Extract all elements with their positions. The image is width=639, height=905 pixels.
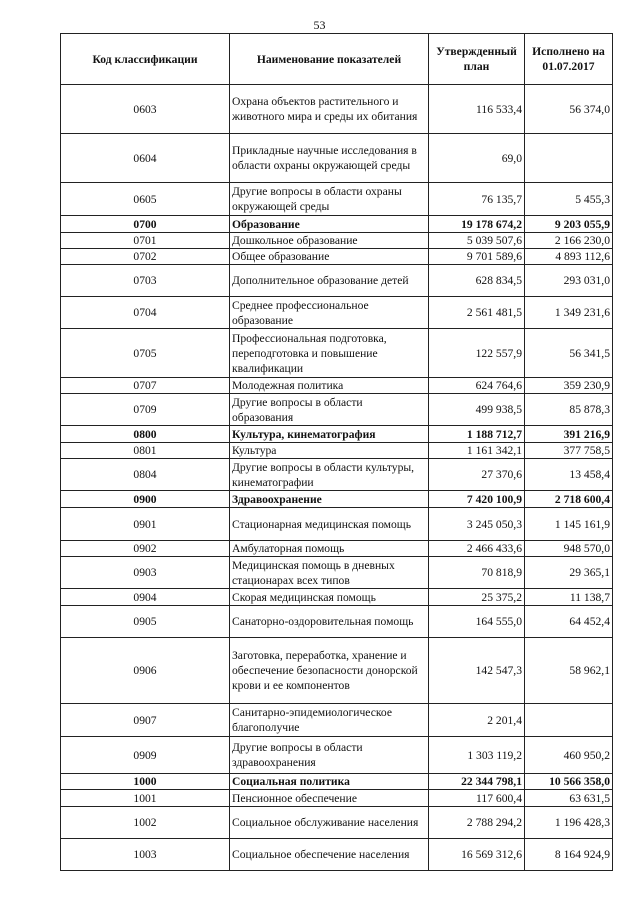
table-row: [61, 807, 613, 839]
row-name: Молодежная политика: [230, 378, 429, 394]
row-code: 0902: [61, 541, 230, 557]
row-name: Другие вопросы в области образования: [230, 394, 429, 426]
row-executed: 359 230,9: [525, 378, 613, 394]
table-row: [61, 249, 613, 265]
row-plan: 76 135,7: [429, 183, 525, 216]
row-executed: 5 455,3: [525, 183, 613, 216]
row-code: 0906: [61, 638, 230, 704]
row-executed: 460 950,2: [525, 737, 613, 774]
budget-table: [60, 33, 613, 871]
row-code: 0704: [61, 297, 230, 329]
row-plan: 19 178 674,2: [429, 216, 525, 233]
table-row: [61, 233, 613, 249]
table-row: [61, 85, 613, 134]
row-executed: [525, 704, 613, 737]
row-plan: 2 201,4: [429, 704, 525, 737]
row-plan: 16 569 312,6: [429, 839, 525, 871]
row-executed: 85 878,3: [525, 394, 613, 426]
table-row: [61, 394, 613, 426]
table-row: [61, 541, 613, 557]
row-executed: 9 203 055,9: [525, 216, 613, 233]
table-row: [61, 737, 613, 774]
table-row: [61, 638, 613, 704]
row-code: 0605: [61, 183, 230, 216]
table-row: [61, 508, 613, 541]
table-row: [61, 557, 613, 589]
table-row: [61, 216, 613, 233]
row-plan: 1 303 119,2: [429, 737, 525, 774]
row-code: 0604: [61, 134, 230, 183]
table-row: [61, 183, 613, 216]
row-plan: 142 547,3: [429, 638, 525, 704]
row-code: 0900: [61, 491, 230, 508]
table-body: [61, 85, 613, 871]
row-name: Профессиональная подготовка, переподготовка и повышение квалификации: [230, 329, 429, 378]
header-plan: Утвержденный план: [429, 34, 525, 85]
row-code: 1002: [61, 807, 230, 839]
row-plan: 3 245 050,3: [429, 508, 525, 541]
table-header: [61, 34, 613, 85]
row-name: Другие вопросы в области здравоохранения: [230, 737, 429, 774]
row-executed: 8 164 924,9: [525, 839, 613, 871]
row-plan: 2 466 433,6: [429, 541, 525, 557]
row-code: 0701: [61, 233, 230, 249]
row-executed: 391 216,9: [525, 426, 613, 443]
table-row: [61, 459, 613, 491]
row-code: 0703: [61, 265, 230, 297]
row-executed: 13 458,4: [525, 459, 613, 491]
row-name: Охрана объектов растительного и животного мира и среды их обитания: [230, 85, 429, 134]
row-plan: 624 764,6: [429, 378, 525, 394]
table-row: [61, 443, 613, 459]
row-code: 0603: [61, 85, 230, 134]
row-name: Среднее профессиональное образование: [230, 297, 429, 329]
row-code: 0903: [61, 557, 230, 589]
row-plan: 1 188 712,7: [429, 426, 525, 443]
table-row: [61, 491, 613, 508]
row-code: 0702: [61, 249, 230, 265]
row-plan: 117 600,4: [429, 790, 525, 807]
row-executed: 56 374,0: [525, 85, 613, 134]
row-code: 1001: [61, 790, 230, 807]
row-executed: 1 196 428,3: [525, 807, 613, 839]
row-plan: 9 701 589,6: [429, 249, 525, 265]
row-executed: 63 631,5: [525, 790, 613, 807]
table-row: [61, 134, 613, 183]
row-name: Санаторно-оздоровительная помощь: [230, 606, 429, 638]
row-name: Дошкольное образование: [230, 233, 429, 249]
table-row: [61, 606, 613, 638]
table-row: [61, 774, 613, 790]
row-name: Прикладные научные исследования в области охраны окружающей среды: [230, 134, 429, 183]
row-name: Образование: [230, 216, 429, 233]
row-plan: 628 834,5: [429, 265, 525, 297]
table-row: [61, 589, 613, 606]
row-plan: 22 344 798,1: [429, 774, 525, 790]
header-code: Код классификации: [61, 34, 230, 85]
row-name: Дополнительное образование детей: [230, 265, 429, 297]
row-code: 0901: [61, 508, 230, 541]
row-plan: 7 420 100,9: [429, 491, 525, 508]
page-number: 53: [313, 18, 326, 32]
row-plan: 2 788 294,2: [429, 807, 525, 839]
header-executed: Исполнено на 01.07.2017: [525, 34, 613, 85]
table-row: [61, 265, 613, 297]
row-executed: 1 349 231,6: [525, 297, 613, 329]
row-plan: 27 370,6: [429, 459, 525, 491]
row-code: 0705: [61, 329, 230, 378]
table-row: [61, 378, 613, 394]
row-plan: 69,0: [429, 134, 525, 183]
row-name: Социальная политика: [230, 774, 429, 790]
row-executed: [525, 134, 613, 183]
row-code: 0709: [61, 394, 230, 426]
row-name: Заготовка, переработка, хранение и обеспечение безопасности донорской крови и ее компонентов: [230, 638, 429, 704]
row-name: Скорая медицинская помощь: [230, 589, 429, 606]
row-code: 0707: [61, 378, 230, 394]
table-row: [61, 329, 613, 378]
row-executed: 2 718 600,4: [525, 491, 613, 508]
row-name: Культура: [230, 443, 429, 459]
row-plan: 1 161 342,1: [429, 443, 525, 459]
row-code: 0905: [61, 606, 230, 638]
row-name: Социальное обслуживание населения: [230, 807, 429, 839]
row-name: Стационарная медицинская помощь: [230, 508, 429, 541]
row-name: Санитарно-эпидемиологическое благополучие: [230, 704, 429, 737]
row-executed: 377 758,5: [525, 443, 613, 459]
row-code: 0800: [61, 426, 230, 443]
row-code: 1003: [61, 839, 230, 871]
row-name: Социальное обеспечение населения: [230, 839, 429, 871]
row-code: 0801: [61, 443, 230, 459]
header-row: [61, 34, 613, 85]
row-executed: 948 570,0: [525, 541, 613, 557]
row-plan: 70 818,9: [429, 557, 525, 589]
row-code: 0904: [61, 589, 230, 606]
row-code: 0804: [61, 459, 230, 491]
row-plan: 499 938,5: [429, 394, 525, 426]
row-plan: 116 533,4: [429, 85, 525, 134]
row-name: Амбулаторная помощь: [230, 541, 429, 557]
row-executed: 1 145 161,9: [525, 508, 613, 541]
row-code: 0700: [61, 216, 230, 233]
row-code: 1000: [61, 774, 230, 790]
row-executed: 10 566 358,0: [525, 774, 613, 790]
row-name: Другие вопросы в области культуры, кинематографии: [230, 459, 429, 491]
row-plan: 2 561 481,5: [429, 297, 525, 329]
row-name: Медицинская помощь в дневных стационарах всех типов: [230, 557, 429, 589]
row-code: 0909: [61, 737, 230, 774]
table-row: [61, 297, 613, 329]
row-name: Культура, кинематография: [230, 426, 429, 443]
table-row: [61, 790, 613, 807]
row-executed: 56 341,5: [525, 329, 613, 378]
row-executed: 293 031,0: [525, 265, 613, 297]
row-name: Пенсионное обеспечение: [230, 790, 429, 807]
table-row: [61, 839, 613, 871]
row-name: Другие вопросы в области охраны окружающей среды: [230, 183, 429, 216]
row-executed: 58 962,1: [525, 638, 613, 704]
row-executed: 4 893 112,6: [525, 249, 613, 265]
row-name: Общее образование: [230, 249, 429, 265]
row-executed: 29 365,1: [525, 557, 613, 589]
row-executed: 2 166 230,0: [525, 233, 613, 249]
row-executed: 11 138,7: [525, 589, 613, 606]
table-row: [61, 704, 613, 737]
header-name: Наименование показателей: [230, 34, 429, 85]
row-plan: 5 039 507,6: [429, 233, 525, 249]
row-plan: 122 557,9: [429, 329, 525, 378]
table-row: [61, 426, 613, 443]
row-plan: 164 555,0: [429, 606, 525, 638]
row-name: Здравоохранение: [230, 491, 429, 508]
row-plan: 25 375,2: [429, 589, 525, 606]
row-code: 0907: [61, 704, 230, 737]
row-executed: 64 452,4: [525, 606, 613, 638]
